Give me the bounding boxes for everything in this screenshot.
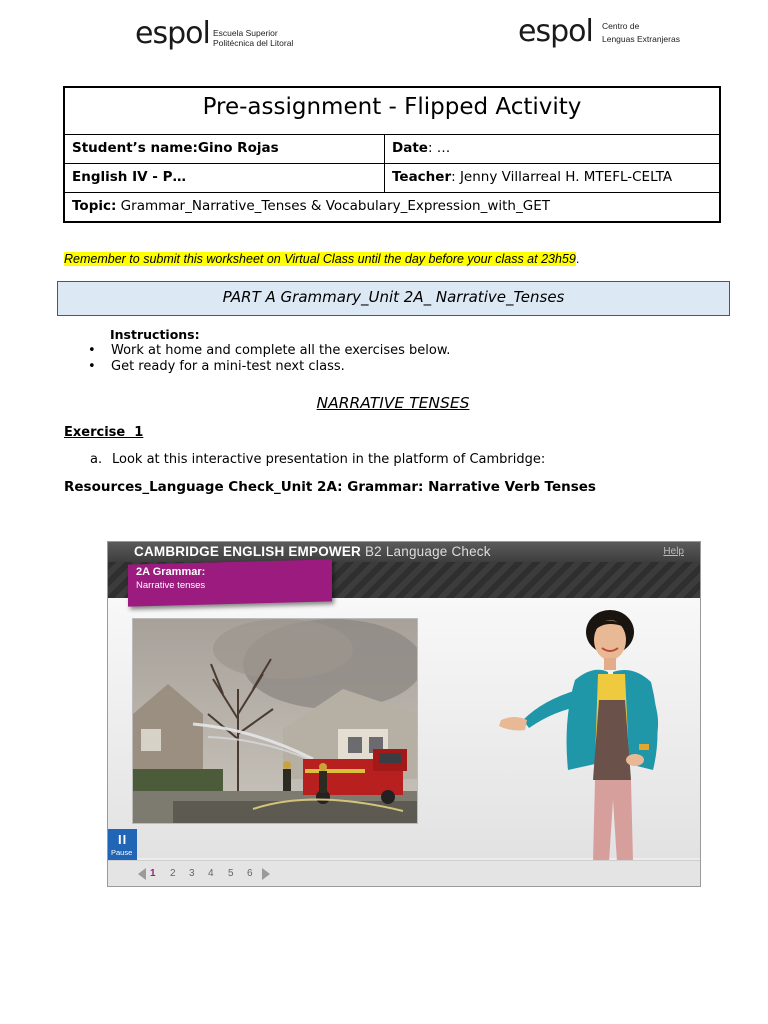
grammar-tab-title: 2A Grammar: [136, 566, 206, 578]
logo-subtitle-line: Politécnica del Litoral [213, 38, 294, 48]
bullet-icon: • [88, 359, 96, 374]
submission-reminder: Remember to submit this worksheet on Virtual Class until the day before your class at 23h59 [64, 252, 576, 266]
teacher-label: Teacher [392, 169, 452, 185]
instruction-item [88, 359, 96, 374]
player-title-bar [108, 542, 700, 562]
reminder-period: . [575, 252, 580, 266]
resources-line: Resources_Language Check_Unit 2A: Grammar: Narrative Verb Tenses [64, 479, 596, 495]
presenter-illustration [463, 610, 693, 862]
course-value: English IV - P… [72, 169, 186, 185]
next-arrow-icon[interactable] [262, 868, 270, 880]
player-brand [134, 544, 491, 559]
date-cell [385, 135, 719, 163]
logo-subtitle [213, 28, 308, 48]
worksheet-header-table [63, 86, 721, 223]
header-row [65, 135, 719, 164]
page-4-link[interactable]: 4 [208, 868, 214, 879]
logo-subtitle-line: Lenguas Extranjeras [602, 34, 680, 44]
instructions-heading: Instructions: [110, 327, 200, 342]
logo-wordmark: espol [135, 16, 210, 51]
instruction-item-text: Get ready for a mini-test next class. [111, 359, 345, 374]
part-a-heading: PART A Grammary_Unit 2A_ Narrative_Tenses [57, 281, 730, 316]
cambridge-player [107, 541, 701, 887]
course-cell [65, 164, 385, 192]
slide-navigation [108, 860, 700, 887]
reminder-line [64, 248, 579, 267]
topic-label: Topic: [72, 198, 117, 214]
instruction-item-text: Work at home and complete all the exercises below. [111, 343, 451, 358]
pause-label: Pause [111, 848, 133, 857]
exercise-item-text: Look at this interactive presentation in the platform of Cambridge: [112, 452, 546, 467]
instruction-item [88, 343, 96, 358]
topic-value: Grammar_Narrative_Tenses & Vocabulary_Expression_with_GET [116, 198, 550, 214]
page-6-link[interactable]: 6 [247, 868, 253, 879]
house-fire-illustration [133, 619, 417, 823]
espol-logo-right [518, 12, 693, 56]
page-5-link[interactable]: 5 [228, 868, 234, 879]
player-brand-name: CAMBRIDGE ENGLISH EMPOWER [134, 544, 362, 559]
bullet-icon: • [88, 343, 96, 358]
header-row [65, 164, 719, 193]
section-title: NARRATIVE TENSES [316, 394, 470, 412]
page-1-link[interactable]: 1 [150, 868, 156, 879]
student-name-value: Gino Rojas [197, 140, 279, 156]
logo-wordmark: espol [518, 14, 593, 49]
logo-subtitle-line: Escuela Superior [213, 28, 278, 38]
logo-subtitle [602, 21, 697, 44]
date-value: : … [427, 140, 451, 156]
player-level: B2 Language Check [361, 544, 491, 559]
topic-cell [65, 193, 719, 221]
exercise-item-marker: a. [90, 452, 103, 467]
teacher-cell [385, 164, 719, 192]
header-row [65, 193, 719, 221]
page-3-link[interactable]: 3 [189, 868, 195, 879]
date-label: Date [392, 140, 428, 156]
house-fire-photo [132, 618, 418, 824]
grammar-tab-subtitle: Narrative tenses [136, 580, 206, 591]
previous-arrow-icon[interactable] [138, 868, 146, 880]
worksheet-title: Pre-assignment - Flipped Activity [65, 88, 719, 135]
help-link[interactable]: Help [663, 546, 684, 557]
logo-subtitle-line: Centro de [602, 21, 640, 31]
student-name-cell [65, 135, 385, 163]
pause-button[interactable] [108, 829, 137, 861]
teacher-value: : Jenny Villarreal H. MTEFL-CELTA [451, 169, 673, 185]
exercise-title: Exercise 1 [64, 425, 144, 440]
student-name-label: Student’s name: [72, 140, 198, 156]
pause-icon: II [118, 832, 128, 847]
espol-logo-left [135, 14, 305, 58]
page-2-link[interactable]: 2 [170, 868, 176, 879]
presenter-figure [463, 610, 693, 862]
